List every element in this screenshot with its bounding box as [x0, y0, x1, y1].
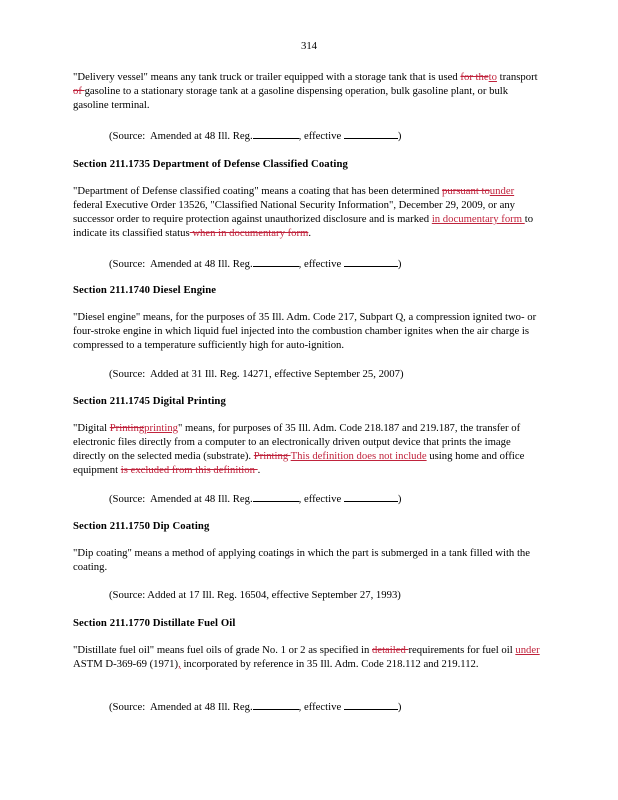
source-effective-text: , effective [298, 130, 344, 142]
definition-paragraph [73, 70, 541, 112]
section-heading: Section 211.1750 Dip Coating [73, 520, 210, 532]
source-effective-text: , effective [298, 701, 344, 713]
register-blank [253, 256, 299, 267]
register-blank [253, 491, 299, 502]
source-note [109, 256, 401, 271]
section-heading: Section 211.1745 Digital Printing [73, 395, 226, 407]
deleted-text: when in documentary form [189, 227, 309, 239]
effective-date-blank [344, 491, 398, 502]
inserted-text: printing [144, 422, 179, 434]
body-text: . [257, 464, 261, 476]
source-text: (Source: Amended at 48 Ill. Reg. [109, 130, 253, 142]
body-text: "Digital [73, 422, 110, 434]
source-close: ) [397, 130, 402, 142]
body-text: gasoline to a stationary storage tank at a gasoline dispensing operation, bulk gasoline plant, or bulk gasoline terminal. [73, 85, 509, 111]
source-note [109, 491, 401, 506]
source-text: (Source: Added at 31 Ill. Reg. 14271, effective September 25, 2007) [109, 368, 404, 380]
body-text: . [308, 227, 312, 239]
body-text: federal Executive Order 13526, "Classified National Security Information", December 29, 2009, or any successor order to require protection against unauthorized disclosure and is marked [73, 199, 516, 225]
source-close: ) [397, 493, 402, 505]
deleted-text: detailed [372, 644, 409, 656]
deleted-text: for the [460, 71, 489, 83]
section-heading: Section 211.1770 Distillate Fuel Oil [73, 617, 236, 629]
source-note [109, 699, 401, 714]
inserted-text: , [178, 658, 181, 670]
inserted-text: in documentary form [431, 213, 525, 225]
body-text: "Dip coating" means a method of applying coatings in which the part is submerged in a tank filled with the coating. [73, 547, 531, 573]
source-text: (Source: Added at 17 Ill. Reg. 16504, effective September 27, 1993) [109, 589, 401, 601]
source-text: (Source: Amended at 48 Ill. Reg. [109, 258, 253, 270]
body-text: "Department of Defense classified coating" means a coating that has been determined [73, 185, 442, 197]
definition-paragraph [73, 546, 541, 574]
body-text: "Diesel engine" means, for the purposes of 35 Ill. Adm. Code 217, Subpart Q, a compression ignited two- or four-stroke engine in which liquid fuel injected into the combustion chamber ignites when the air charge is compressed to a temperature sufficiently high for auto-ignition. [73, 311, 537, 351]
source-note [109, 367, 404, 381]
page-number: 314 [300, 40, 318, 52]
body-text: transport [496, 71, 538, 83]
effective-date-blank [344, 699, 398, 710]
definition-paragraph [73, 421, 541, 477]
body-text: "Delivery vessel" means any tank truck or trailer equipped with a storage tank that is used [73, 71, 461, 83]
definition-paragraph [73, 184, 541, 240]
body-text: ASTM D-369-69 (1971) [73, 658, 179, 670]
register-blank [253, 128, 299, 139]
deleted-text: is excluded from this definition [120, 464, 258, 476]
body-text: requirements for fuel oil [408, 644, 516, 656]
source-text: (Source: Amended at 48 Ill. Reg. [109, 701, 253, 713]
deleted-text: Printing [253, 450, 291, 462]
source-text: (Source: Amended at 48 Ill. Reg. [109, 493, 253, 505]
deleted-text: Printing [109, 422, 145, 434]
definition-paragraph [73, 310, 541, 352]
definition-paragraph [73, 643, 541, 671]
section-heading: Section 211.1740 Diesel Engine [73, 284, 217, 296]
inserted-text: This definition does not include [290, 450, 427, 462]
source-close: ) [397, 258, 402, 270]
body-text: "Distillate fuel oil" means fuel oils of grade No. 1 or 2 as specified in [73, 644, 372, 656]
source-close: ) [397, 701, 402, 713]
deleted-text: of [73, 85, 85, 97]
register-blank [253, 699, 299, 710]
body-text: " means, for purposes of 35 Ill. Adm. Code 218.187 and 219.187, the transfer of electronic files directly from a computer to an electronically driven output device that prints the image directly on the selected media (substrate). [73, 422, 521, 462]
body-text: using home and office equipment [73, 450, 525, 476]
source-note [109, 588, 401, 602]
inserted-text: to [488, 71, 497, 83]
source-note [109, 128, 401, 143]
inserted-text: under [489, 185, 515, 197]
section-heading: Section 211.1735 Department of Defense Classified Coating [73, 158, 348, 170]
effective-date-blank [344, 128, 398, 139]
source-effective-text: , effective [298, 493, 344, 505]
body-text: incorporated by reference in 35 Ill. Adm. Code 218.112 and 219.112. [180, 658, 479, 670]
inserted-text: under [515, 644, 540, 656]
effective-date-blank [344, 256, 398, 267]
source-effective-text: , effective [298, 258, 344, 270]
body-text: to indicate its classified status [73, 213, 534, 239]
deleted-text: pursuant to [442, 185, 490, 197]
